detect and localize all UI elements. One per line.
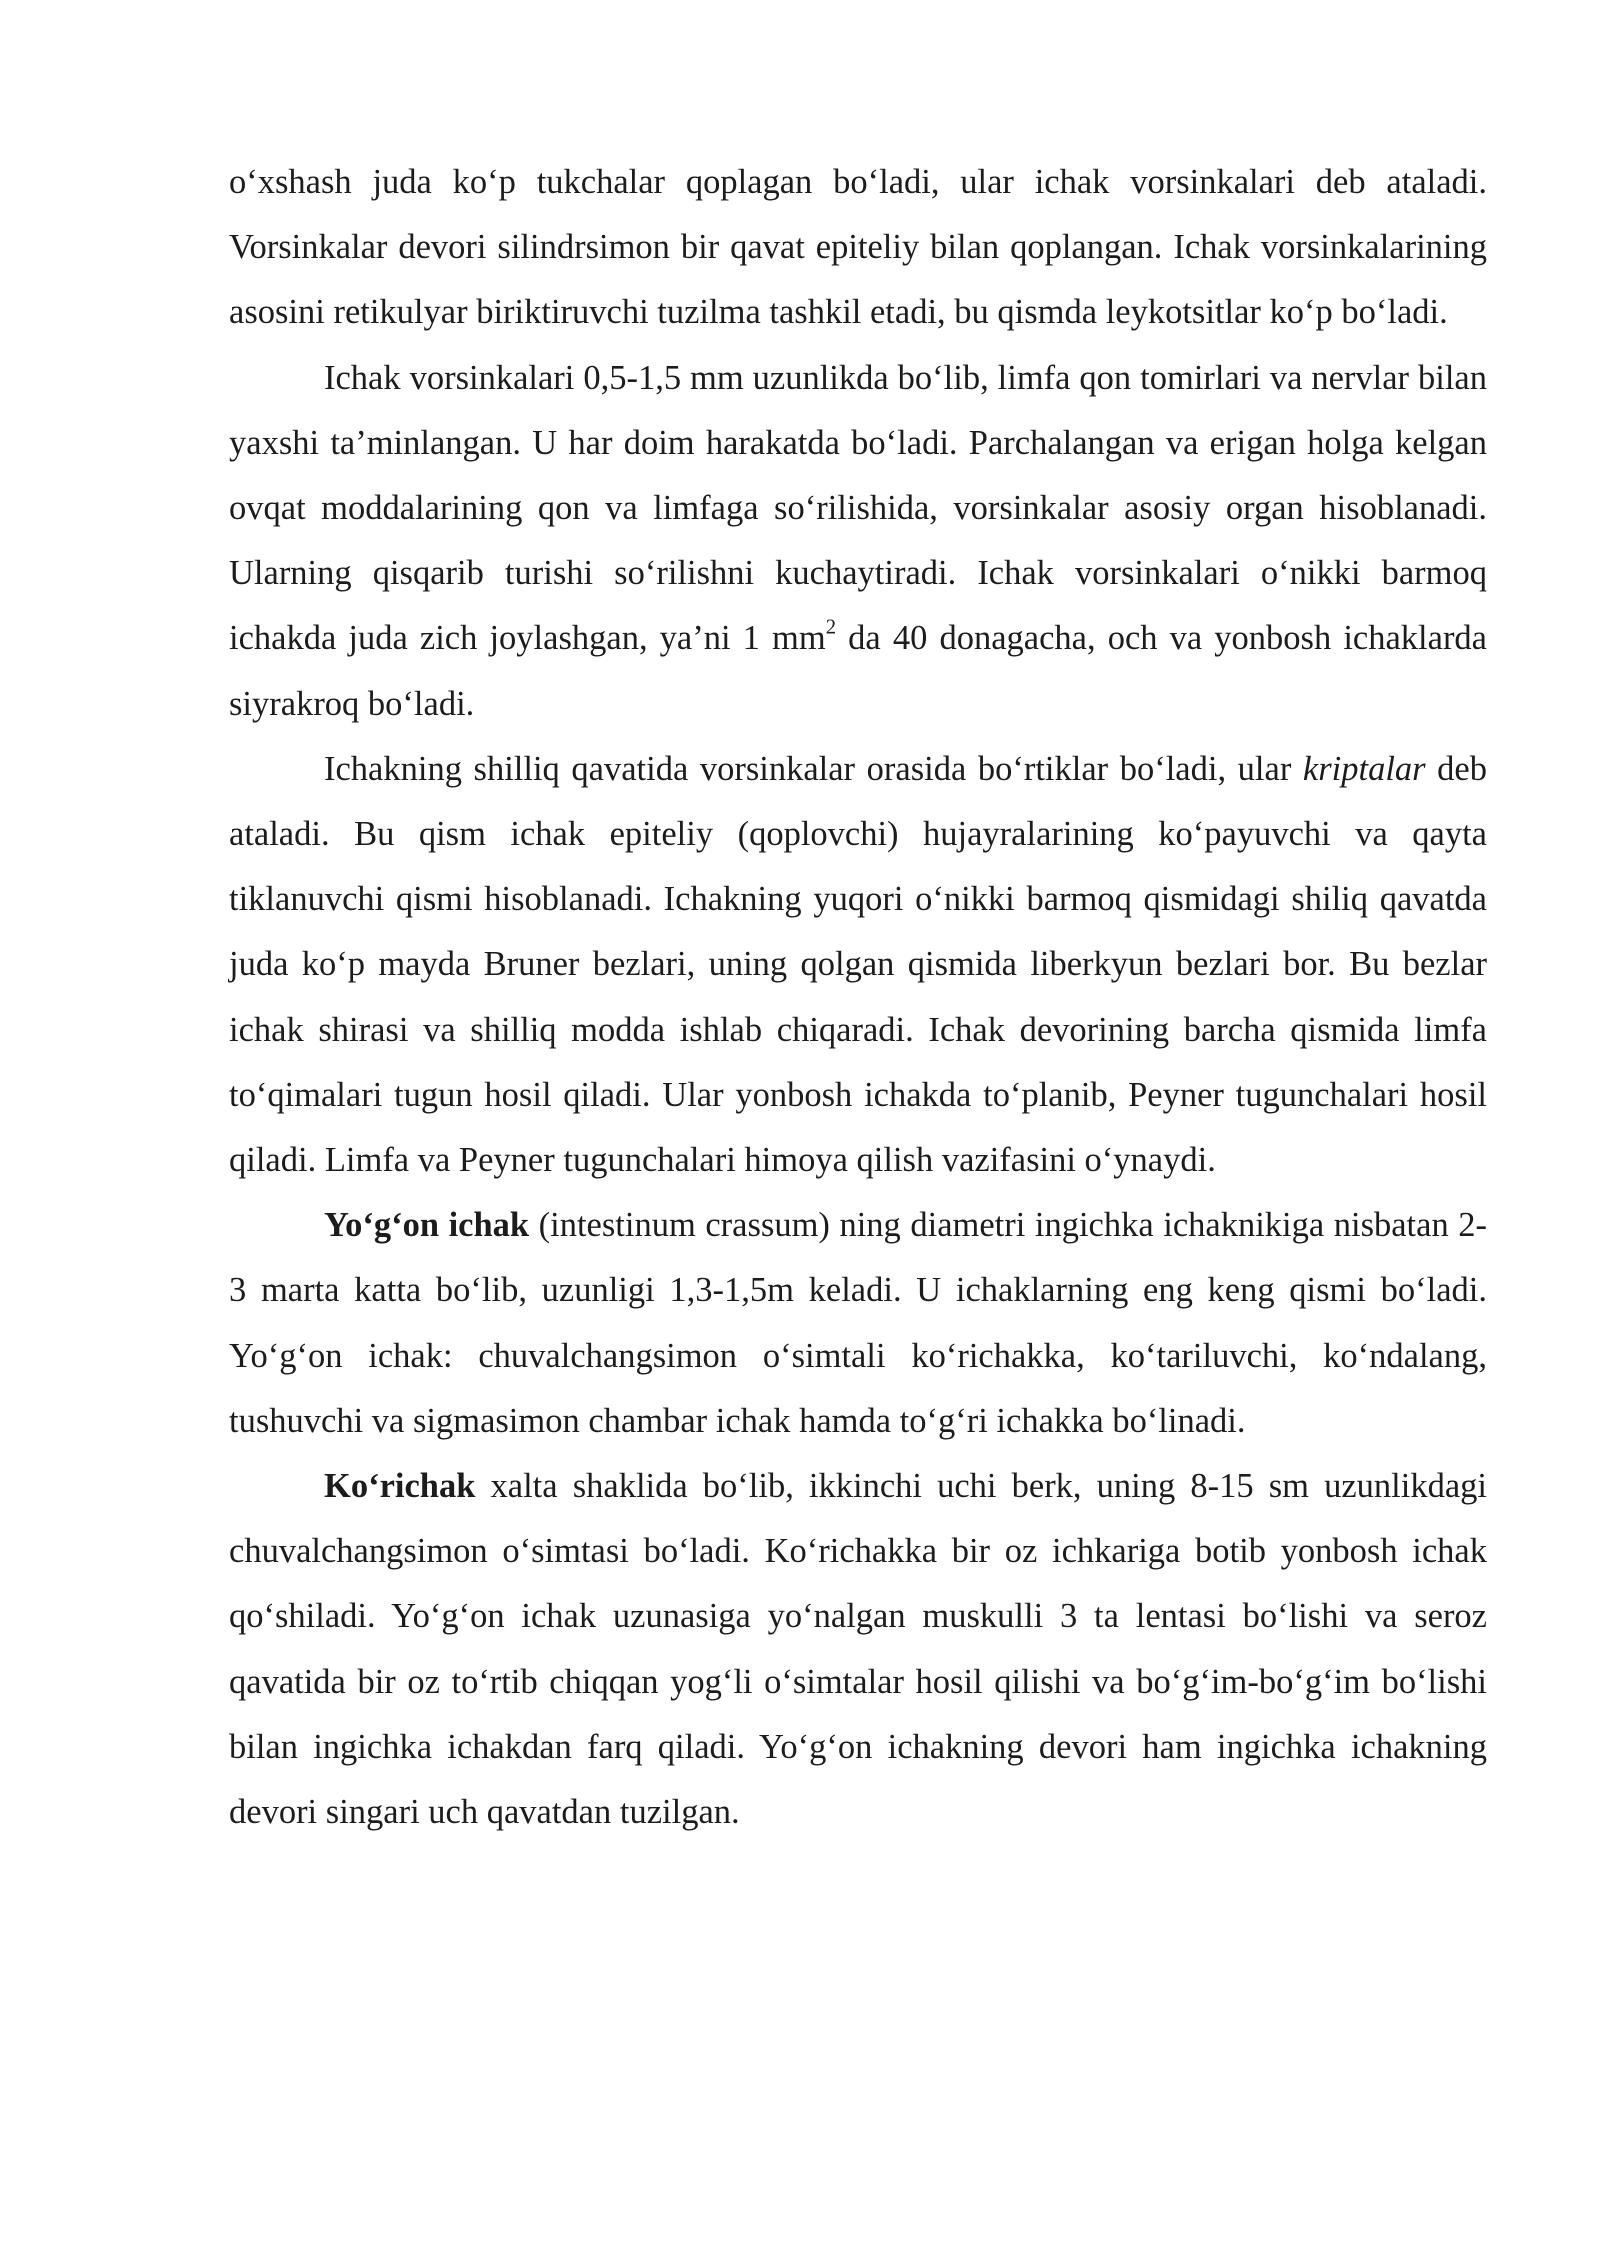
paragraph-yogon-ichak [229,1193,1487,1454]
paragraph-text: (intestinum crassum) ning diametri ingichka ichaknikiga nisbatan 2-3 marta katta bo‘lib, uzunligi 1,3-1,5m keladi. U ichaklarning eng keng qismi bo‘ladi. Yo‘g‘on ichak: chuvalchangsimon o‘simtali ko‘richakka, ko‘tariluvchi, ko‘ndalang, tushuvchi va sigmasimon chambar ichak hamda to‘g‘ri ichakka bo‘linadi. [229,1206,1488,1440]
paragraph-text: xalta shaklida bo‘lib, ikkinchi uchi berk, uning 8-15 sm uzunlikdagi chuvalchangsimon o‘simtasi bo‘ladi. Ko‘richakka bir oz ichkariga botib yonbosh ichak qo‘shiladi. Yo‘g‘on ichak uzunasiga yo‘nalgan muskulli 3 ta lentasi bo‘lishi va seroz qavatida bir oz to‘rtib chiqqan yog‘li o‘simtalar hosil qilishi va bo‘g‘im-bo‘g‘im bo‘lishi bilan ingichka ichakdan farq qiladi. Yo‘g‘on ichakning devori ham ingichka ichakning devori singari uch qavatdan tuzilgan. [229,1467,1487,1832]
bold-term-korichak: Ko‘richak [324,1467,476,1506]
paragraph-vorsinkalar-continuation [229,150,1487,346]
body-text [229,150,1487,1845]
paragraph-text-end: deb ataladi. Bu qism ichak epiteliy (qoplovchi) hujayralarining ko‘payuvchi va qayta tiklanuvchi qismi hisoblanadi. Ichakning yuqori o‘nikki barmoq qismidagi shiliq qavatda juda ko‘p mayda Bruner bezlari, uning qolgan qismida liberkyun bezlari bor. Bu bezlar ichak shirasi va shilliq modda ishlab chiqaradi. Ichak devorining barcha qismida limfa to‘qimalari tugun hosil qiladi. Ular yonbosh ichakda to‘planib, Peyner tugunchalari hosil qiladi. Limfa va Peyner tugunchalari himoya qilish vazifasini o‘ynaydi. [229,749,1487,1180]
paragraph-text-start: Ichak vorsinkalari 0,5-1,5 mm uzunlikda bo‘lib, limfa qon tomirlari va nervlar bilan yaxshi ta’minlangan. U har doim harakatda bo‘ladi. Parchalangan va erigan holga kelgan ovqat moddalarining qon va limfaga so‘rilishida, vorsinkalar asosiy organ hisoblanadi. Ularning qisqarib turishi so‘rilishni kuchaytiradi. Ichak vorsinkalari o‘nikki barmoq ichakda juda zich joylashgan, ya’ni 1 mm [229,358,1487,658]
paragraph-korichak [229,1454,1487,1845]
paragraph-text-end: da 40 donagacha, och va yonbosh ichaklarda siyrakroq bo‘ladi. [229,619,1487,723]
paragraph-vorsinkalar-size [229,346,1487,737]
superscript-two: 2 [825,616,837,639]
paragraph-kriptalar [229,737,1487,1193]
paragraph-text: o‘xshash juda ko‘p tukchalar qoplagan bo‘ladi, ular ichak vorsinkalari deb ataladi. Vorsinkalar devori silindrsimon bir qavat epiteliy bilan qoplangan. Ichak vorsinkalarining asosini retikulyar biriktiruvchi tuzilma tashkil etadi, bu qismda leykotsitlar ko‘p bo‘ladi. [229,163,1487,332]
bold-term-yogon-ichak: Yo‘g‘on ichak [324,1206,530,1245]
paragraph-text-start: Ichakning shilliq qavatida vorsinkalar orasida bo‘rtiklar bo‘ladi, ular [324,749,1303,788]
italic-term-kriptalar: kriptalar [1302,749,1426,788]
